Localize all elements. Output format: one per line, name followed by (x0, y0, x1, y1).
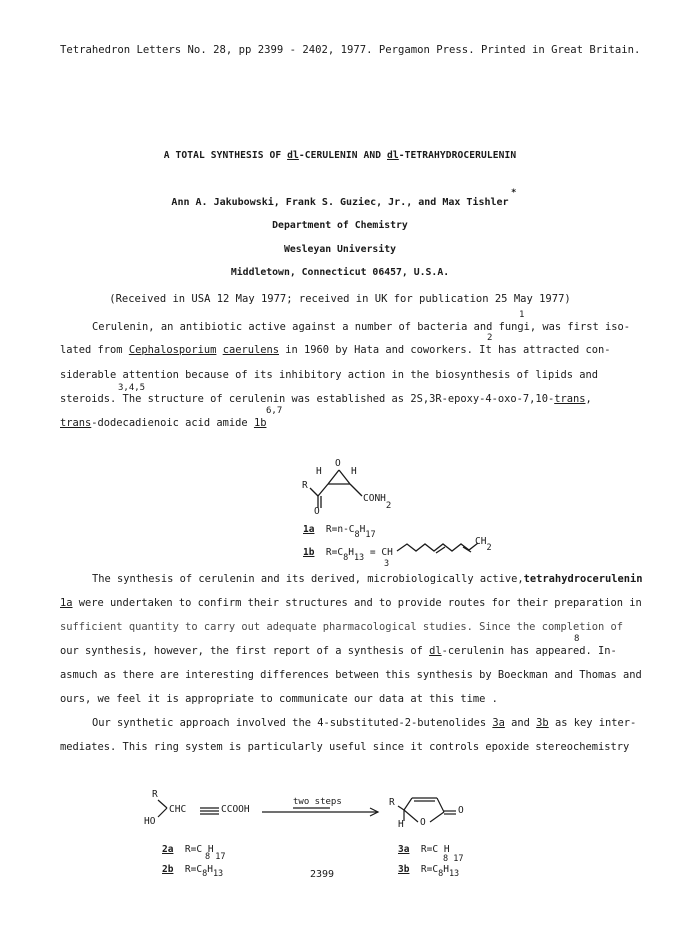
subscript-digit: 17 (215, 852, 226, 862)
italic-trans: trans (554, 393, 586, 405)
footnote-ref: 6,7 (266, 406, 283, 416)
formula: R=C (184, 844, 203, 855)
italic-species: caerulens (222, 344, 279, 356)
compound-ref: 1a (60, 597, 73, 609)
formula: H (359, 524, 366, 535)
compound-ref: 3b (536, 717, 549, 729)
formula: R=C (184, 864, 203, 875)
text-run: steroids. The structure of cerulenin was established as 2S,3R-epoxy-4-oxo-7,10- (60, 393, 555, 405)
text-run: and (504, 717, 537, 729)
italic-dl: dl (429, 645, 442, 657)
structure-epoxide-O: O (335, 458, 341, 469)
formula: H (207, 844, 214, 855)
formula: H (348, 547, 354, 558)
formula-subscript: 8 (438, 869, 444, 879)
text-run: -dodecadienoic acid amide (91, 417, 254, 429)
title-part: -TETRAHYDROCERULENIN (398, 150, 517, 161)
formula: H (443, 864, 449, 875)
scheme-HO: HO (144, 816, 156, 827)
page-number: 2399 (310, 869, 335, 880)
received-dates: (Received in USA 12 May 1977; received in UK for publication 25 May 1977) (109, 293, 571, 305)
formula-subscript: 13 (353, 553, 365, 563)
affiliation-city: Middletown, Connecticut 06457, U.S.A. (230, 267, 450, 278)
structure-R: R (302, 480, 308, 491)
compound-label: 1a (303, 524, 315, 535)
text-run: The synthesis of cerulenin and its derived, microbiologically active, (92, 573, 524, 585)
text-run: , (585, 393, 592, 405)
italic-trans: trans (60, 417, 92, 429)
structure-ketone-O: O (314, 506, 320, 517)
formula: = (369, 547, 376, 558)
product-carbonyl-O: O (458, 805, 464, 816)
formula-subscript: 13 (212, 869, 224, 879)
para2-line6: ours, we feel it is appropriate to communicate our data at this time . (60, 693, 498, 705)
text-run: in 1960 by Hata and coworkers. It has attracted con- (279, 344, 611, 356)
title-part: dl (387, 150, 399, 161)
formula-subscript: 13 (448, 869, 460, 879)
ch2-text: CH (475, 536, 487, 547)
structure-H-right: H (351, 466, 357, 477)
formula: R=C (420, 864, 439, 875)
bold-term: tetrahydrocerulenin (523, 573, 643, 585)
journal-header: Tetrahedron Letters No. 28, pp 2399 - 2402, 1977. Pergamon Press. Printed in Great Britain. (60, 44, 641, 56)
compound-label: 2a (162, 844, 174, 855)
formula: R=C (325, 547, 344, 558)
affiliation-department: Department of Chemistry (272, 220, 408, 231)
ch2-subscript: 2 (486, 543, 492, 553)
scheme-R: R (152, 789, 158, 800)
text-run: lated from (60, 344, 129, 356)
formula-subscript: 8 (202, 869, 208, 879)
compound-ref: 3a (492, 717, 505, 729)
compound-label: 3a (398, 844, 410, 855)
scheme-acid: CCOOH (221, 804, 250, 815)
title-part: -CERULENIN AND (298, 150, 387, 161)
compound-label: 1b (303, 547, 315, 558)
amide-subscript: 2 (385, 501, 392, 511)
text-run: Our synthetic approach involved the 4-substituted-2-butenolides (92, 717, 493, 729)
subscript-digit: 8 (443, 854, 449, 864)
text-run: -cerulenin has appeared. In- (441, 645, 617, 657)
compound-3b-definition (398, 864, 460, 879)
affiliation-university: Wesleyan University (283, 244, 397, 255)
compound-label: 2b (162, 864, 174, 875)
title-part: A TOTAL SYNTHESIS OF (163, 150, 288, 161)
formula: R=C (420, 844, 439, 855)
italic-genus: Cephalosporium (128, 344, 217, 356)
para1-line3: siderable attention because of its inhibitory action in the biosynthesis of lipids and (60, 369, 598, 381)
reaction-arrow-label: two steps (293, 797, 342, 807)
compound-3a-definition (398, 845, 450, 856)
subscript-digit: 8 (205, 852, 211, 862)
scheme-chain: CHC (169, 804, 187, 815)
author-names: Ann A. Jakubowski, Frank S. Guziec, Jr., and Max Tishler (171, 197, 509, 208)
text-run: as key inter- (548, 717, 637, 729)
formula: H (443, 844, 450, 855)
para2-line5: asmuch as there are interesting differences between this synthesis by Boeckman and Thomas and (60, 669, 642, 681)
formula-subscript: 8 (354, 530, 360, 540)
footnote-ref: 3,4,5 (118, 383, 146, 393)
formula-subscript: 17 (365, 530, 376, 540)
formula-subscript (205, 853, 226, 863)
formula: R=n-C (325, 524, 355, 535)
formula-subscript: 8 (343, 553, 349, 563)
product-H: H (398, 819, 404, 830)
title-part: dl (287, 150, 299, 161)
amide-text: CONH (363, 493, 386, 504)
para3-line2: mediates. This ring system is particularly useful since it controls epoxide stereochemistry (60, 741, 630, 753)
formula: H (207, 864, 213, 875)
subscript-digit: 17 (453, 854, 464, 864)
footnote-ref: 2 (487, 333, 493, 343)
compound-ref: 1b (253, 417, 267, 429)
text-run: were undertaken to confirm their structures and to provide routes for their preparation in (72, 597, 642, 609)
compound-label: 3b (398, 864, 410, 875)
footnote-ref: 1 (519, 310, 525, 320)
compound-2b-definition (162, 864, 224, 879)
author-footnote-star: * (511, 188, 517, 198)
product-R: R (389, 797, 395, 808)
product-ring-O: O (420, 817, 426, 828)
formula: CH (381, 547, 393, 558)
structure-H-left: H (316, 466, 322, 477)
footnote-ref: 8 (574, 634, 580, 644)
para1-line1: Cerulenin, an antibiotic active against a number of bacteria and fungi, was first iso- (92, 321, 630, 333)
ch3-subscript: 3 (384, 559, 390, 569)
text-run: our synthesis, however, the first report of a synthesis of (60, 645, 430, 657)
para2-line3: sufficient quantity to carry out adequate pharmacological studies. Since the completion of (60, 621, 624, 633)
